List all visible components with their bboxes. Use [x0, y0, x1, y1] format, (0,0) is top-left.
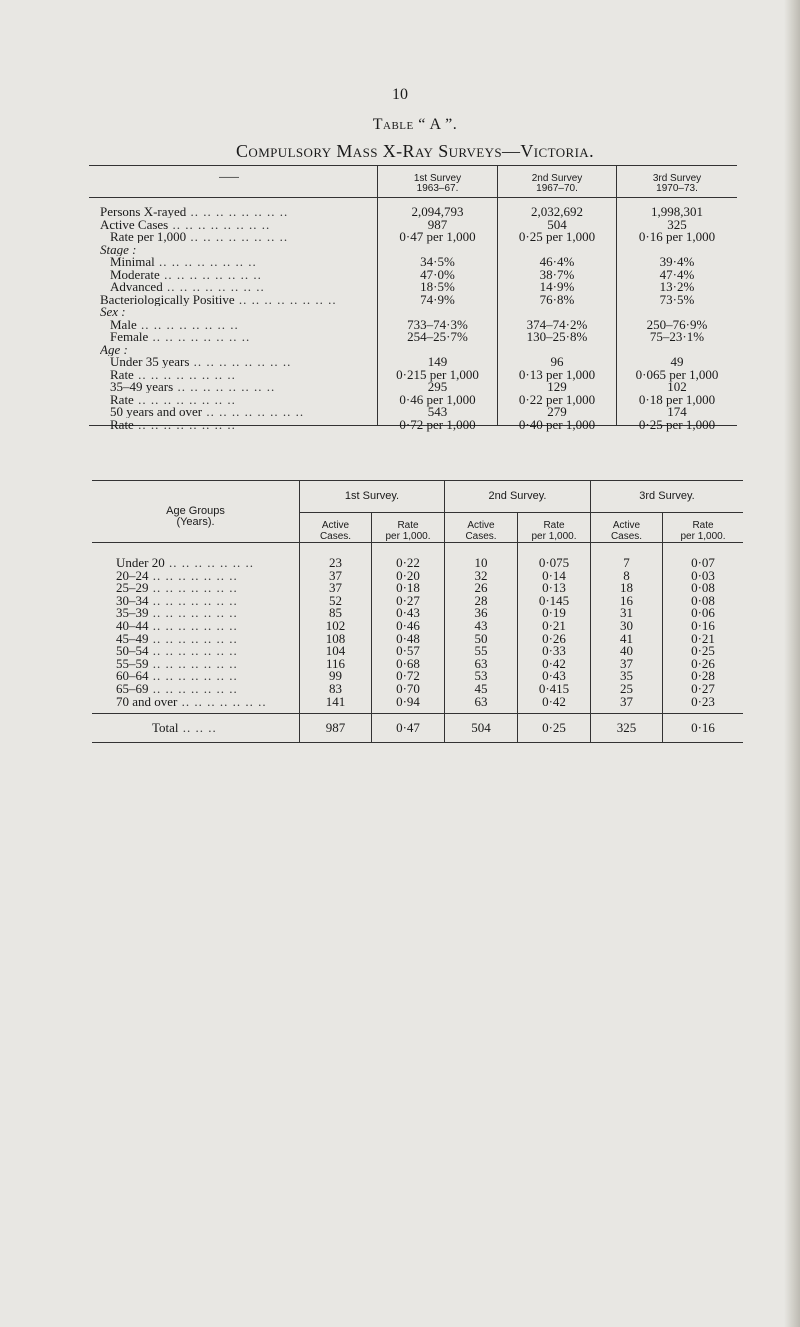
cell-value: 36: [474, 605, 488, 620]
total-value: 0·47: [396, 720, 420, 735]
corner-dash: ——: [219, 172, 239, 183]
row-label: Female .. .. .. .. .. .. .. ..: [110, 330, 251, 343]
cell-value: 0·27: [396, 593, 420, 608]
cell-value: 0·72 per 1,000: [399, 417, 476, 432]
cell-value: 55: [474, 643, 488, 658]
total-label: Total .. .. ..: [152, 721, 217, 734]
cell-value: 16: [620, 593, 633, 608]
cell-value: 37: [329, 580, 342, 595]
cell-value: 74·9%: [420, 292, 455, 307]
total-value: 325: [616, 720, 637, 735]
column-header: 2nd Survey 1967–70.: [531, 173, 583, 194]
cell-value: 0·075: [538, 555, 570, 570]
cell-value: 0·33: [542, 643, 566, 658]
cell-value: 250–76·9%: [646, 317, 708, 332]
active-cases-header: Active Cases.: [465, 520, 497, 542]
cell-value: 0·43: [542, 668, 566, 683]
cell-value: 0·22: [396, 555, 420, 570]
cell-value: 40: [620, 643, 633, 658]
cell-value: 295: [427, 379, 448, 394]
cell-value: 63: [474, 656, 488, 671]
cell-value: 0·40 per 1,000: [518, 417, 596, 432]
cell-value: 75–23·1%: [649, 329, 705, 344]
row-label: Age :: [100, 343, 128, 356]
cell-value: 129: [547, 379, 567, 394]
table-rule-survey: [299, 512, 743, 513]
cell-value: 8: [623, 568, 630, 583]
active-cases-header: Active Cases.: [319, 520, 352, 542]
cell-value: 0·43: [396, 605, 420, 620]
cell-value: 0·14: [542, 568, 566, 583]
cell-value: 0·42: [542, 694, 566, 709]
total-value: 0·16: [691, 720, 715, 735]
cell-value: 0·18 per 1,000: [638, 392, 716, 407]
cell-value: 38·7%: [539, 267, 575, 282]
cell-value: 32: [474, 568, 488, 583]
cell-value: 141: [325, 694, 346, 709]
cell-value: 108: [325, 631, 346, 646]
cell-value: 52: [329, 593, 342, 608]
cell-value: 504: [547, 217, 567, 232]
cell-value: 0·19: [542, 605, 566, 620]
cell-value: 37: [620, 694, 633, 709]
cell-value: 279: [547, 404, 567, 419]
cell-value: 10: [474, 555, 488, 570]
cell-value: 733–74·3%: [407, 317, 468, 332]
cell-value: 0·07: [691, 555, 715, 570]
cell-value: 0·25: [691, 643, 715, 658]
cell-value: 102: [667, 379, 687, 394]
cell-value: 99: [329, 668, 342, 683]
cell-value: 0·08: [691, 580, 715, 595]
cell-value: 35: [620, 668, 633, 683]
cell-value: 0·46 per 1,000: [399, 392, 476, 407]
cell-value: 47·0%: [420, 267, 455, 282]
table-subtitle: Compulsory Mass X-Ray Surveys—Victoria.: [236, 141, 594, 161]
age-group-label: 45–49 .. .. .. .. .. .. ..: [116, 632, 238, 645]
total-value: 0·25: [542, 720, 566, 735]
cell-value: 0·215 per 1,000: [396, 367, 479, 382]
cell-value: 130–25·8%: [526, 329, 588, 344]
cell-value: 0·68: [396, 656, 420, 671]
row-label: 50 years and over .. .. .. .. .. .. .. ..: [110, 405, 305, 418]
cell-value: 0·26: [691, 656, 715, 671]
table-title: Table “ A ”.: [372, 116, 458, 133]
age-groups-header: Age Groups (Years).: [166, 505, 225, 528]
table-rule-top: [92, 480, 743, 481]
age-group-table: [92, 480, 743, 743]
cell-value: 325: [667, 217, 687, 232]
row-label: Active Cases .. .. .. .. .. .. .. ..: [100, 218, 271, 231]
cell-value: 0·22 per 1,000: [518, 392, 596, 407]
cell-value: 47·4%: [659, 267, 695, 282]
cell-value: 43: [474, 618, 488, 633]
cell-value: 0·25 per 1,000: [638, 417, 716, 432]
cell-value: 116: [325, 656, 346, 671]
row-label: Minimal .. .. .. .. .. .. .. ..: [110, 255, 257, 268]
row-label: Advanced .. .. .. .. .. .. .. ..: [110, 280, 265, 293]
cell-value: 987: [427, 217, 448, 232]
cell-value: 0·21: [542, 618, 566, 633]
row-label: Rate per 1,000 .. .. .. .. .. .. .. ..: [110, 230, 289, 243]
row-label: Rate .. .. .. .. .. .. .. ..: [110, 368, 236, 381]
cell-value: 26: [474, 580, 488, 595]
cell-value: 0·16: [691, 618, 715, 633]
cell-value: 2,094,793: [411, 204, 464, 219]
column-header: 1st Survey 1963–67.: [413, 173, 462, 194]
cell-value: 23: [329, 555, 342, 570]
table-rule-header: [92, 542, 743, 543]
cell-value: 0·26: [542, 631, 566, 646]
cell-value: 41: [620, 631, 633, 646]
cell-value: 0·72: [396, 668, 420, 683]
row-label: Bacteriologically Positive .. .. .. .. .. .. .. ..: [100, 293, 337, 306]
rate-header: Rate per 1,000.: [680, 520, 726, 542]
row-label: Sex :: [100, 305, 126, 318]
cell-value: 1,998,301: [651, 204, 703, 219]
survey-header: 3rd Survey.: [639, 490, 695, 502]
survey-summary-table: [89, 165, 737, 432]
cell-value: 85: [329, 605, 342, 620]
cell-value: 0·415: [538, 681, 570, 696]
cell-value: 28: [474, 593, 488, 608]
cell-value: 0·145: [538, 593, 570, 608]
cell-value: 0·28: [691, 668, 715, 683]
page-number: 10: [392, 86, 408, 103]
cell-value: 39·4%: [659, 254, 695, 269]
cell-value: 149: [427, 354, 448, 369]
cell-value: 18·5%: [420, 279, 455, 294]
cell-value: 13·2%: [659, 279, 695, 294]
cell-value: 96: [550, 354, 564, 369]
cell-value: 0·18: [396, 580, 420, 595]
cell-value: 37: [620, 656, 633, 671]
age-group-label: 55–59 .. .. .. .. .. .. ..: [116, 657, 238, 670]
row-label: Rate .. .. .. .. .. .. .. ..: [110, 418, 236, 431]
row-label: 35–49 years .. .. .. .. .. .. .. ..: [110, 380, 276, 393]
cell-value: 0·03: [691, 568, 715, 583]
cell-value: 543: [427, 404, 448, 419]
cell-value: 31: [620, 605, 633, 620]
cell-value: 18: [620, 580, 633, 595]
cell-value: 0·16 per 1,000: [638, 229, 716, 244]
cell-value: 53: [474, 668, 488, 683]
cell-value: 49: [670, 354, 684, 369]
survey-header: 2nd Survey.: [488, 490, 547, 502]
cell-value: 63: [474, 694, 488, 709]
rate-header: Rate per 1,000.: [531, 520, 577, 542]
age-group-label: 30–34 .. .. .. .. .. .. ..: [116, 594, 238, 607]
cell-value: 174: [667, 404, 687, 419]
cell-value: 102: [325, 618, 346, 633]
age-group-label: 50–54 .. .. .. .. .. .. ..: [116, 644, 238, 657]
cell-value: 0·57: [396, 643, 420, 658]
total-value: 987: [325, 720, 346, 735]
cell-value: 0·065 per 1,000: [635, 367, 719, 382]
table-rule-header: [89, 197, 737, 198]
age-group-label: 20–24 .. .. .. .. .. .. ..: [116, 569, 238, 582]
table-rule-bottom: [92, 742, 743, 743]
cell-value: 0·70: [396, 681, 420, 696]
age-group-label: 70 and over .. .. .. .. .. .. ..: [116, 695, 267, 708]
cell-value: 0·08: [691, 593, 715, 608]
cell-value: 83: [329, 681, 342, 696]
cell-value: 0·25 per 1,000: [518, 229, 596, 244]
cell-value: 45: [474, 681, 488, 696]
cell-value: 37: [329, 568, 342, 583]
cell-value: 73·5%: [659, 292, 695, 307]
column-header: 3rd Survey 1970–73.: [652, 173, 702, 194]
row-label: Male .. .. .. .. .. .. .. ..: [110, 318, 239, 331]
age-group-label: 25–29 .. .. .. .. .. .. ..: [116, 581, 238, 594]
cell-value: 0·21: [691, 631, 715, 646]
cell-value: 34·5%: [420, 254, 455, 269]
age-group-label: 65–69 .. .. .. .. .. .. ..: [116, 682, 238, 695]
cell-value: 7: [623, 555, 630, 570]
cell-value: 0·13 per 1,000: [518, 367, 596, 382]
cell-value: 0·20: [396, 568, 420, 583]
cell-value: 0·27: [691, 681, 715, 696]
survey-header: 1st Survey.: [344, 490, 400, 502]
cell-value: 374–74·2%: [526, 317, 588, 332]
cell-value: 0·42: [542, 656, 566, 671]
cell-value: 0·48: [396, 631, 420, 646]
age-group-label: Under 20 .. .. .. .. .. .. ..: [116, 556, 254, 569]
table-rule-top: [89, 165, 737, 166]
age-group-label: 35–39 .. .. .. .. .. .. ..: [116, 606, 238, 619]
cell-value: 0·94: [396, 694, 420, 709]
cell-value: 0·23: [691, 694, 715, 709]
cell-value: 25: [620, 681, 633, 696]
table-rule-total: [92, 713, 743, 714]
cell-value: 14·9%: [539, 279, 575, 294]
cell-value: 0·46: [396, 618, 420, 633]
row-label: Moderate .. .. .. .. .. .. .. ..: [110, 268, 262, 281]
cell-value: 104: [325, 643, 346, 658]
cell-value: 0·13: [542, 580, 566, 595]
row-label: Stage :: [100, 243, 137, 256]
cell-value: 0·06: [691, 605, 715, 620]
cell-value: 2,032,692: [531, 204, 583, 219]
rate-header: Rate per 1,000.: [385, 520, 431, 542]
row-label: Rate .. .. .. .. .. .. .. ..: [110, 393, 236, 406]
cell-value: 254–25·7%: [407, 329, 468, 344]
total-value: 504: [471, 720, 491, 735]
row-label: Under 35 years .. .. .. .. .. .. .. ..: [110, 355, 292, 368]
cell-value: 0·47 per 1,000: [399, 229, 476, 244]
cell-value: 50: [474, 631, 488, 646]
cell-value: 76·8%: [539, 292, 575, 307]
active-cases-header: Active Cases.: [610, 520, 643, 542]
cell-value: 46·4%: [539, 254, 575, 269]
cell-value: 30: [620, 618, 633, 633]
page-edge: [784, 0, 800, 1327]
age-group-label: 60–64 .. .. .. .. .. .. ..: [116, 669, 238, 682]
age-group-label: 40–44 .. .. .. .. .. .. ..: [116, 619, 238, 632]
row-label: Persons X-rayed .. .. .. .. .. .. .. ..: [100, 205, 289, 218]
